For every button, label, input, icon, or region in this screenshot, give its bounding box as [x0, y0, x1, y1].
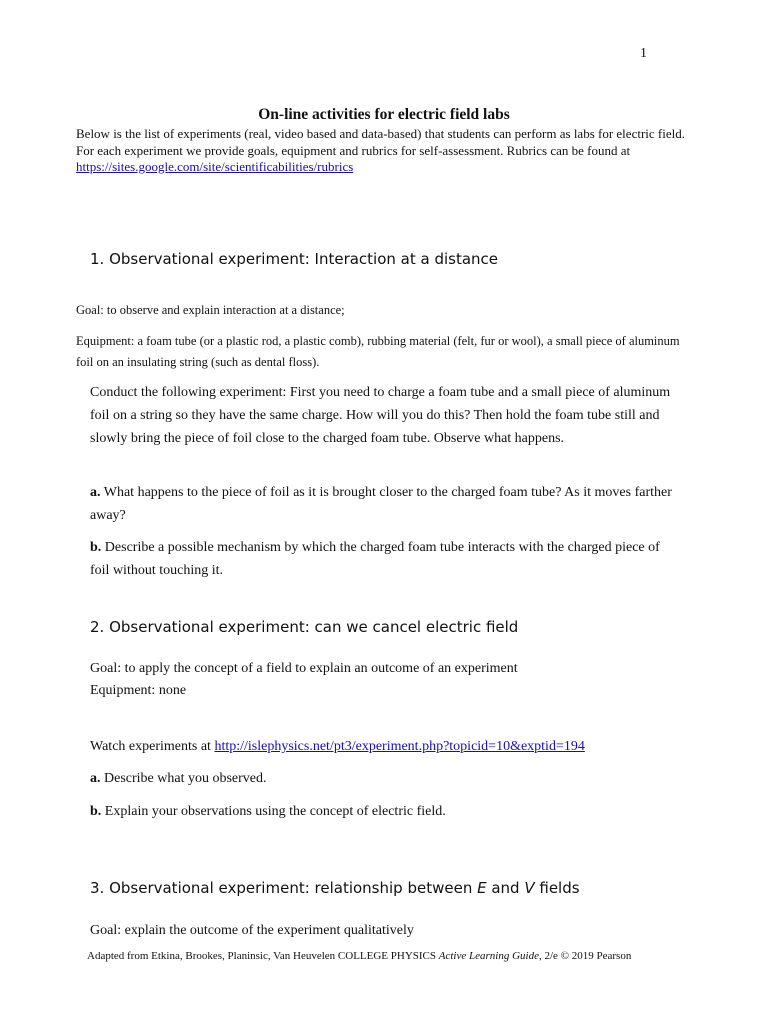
heading-text: and	[486, 879, 525, 897]
intro-paragraph	[76, 126, 696, 176]
section-2-question-b	[90, 801, 446, 823]
heading-text: fields	[534, 879, 580, 897]
section-1-instructions: Conduct the following experiment: First you need to charge a foam tube and a small piece of aluminum foil on a string so they have the same charge. How will you do this? Then hold the foam tube still and slowly bring the piece of foil close to the charged foam tube. Observe what happens.	[90, 385, 671, 446]
question-b-text: Explain your observations using the concept of electric field.	[101, 804, 446, 819]
rubrics-link[interactable]: https://sites.google.com/site/scientificabilities/rubrics	[76, 159, 354, 174]
section-1-equipment: Equipment: a foam tube (or a plastic rod, a plastic comb), rubbing material (felt, fur or wool), a small piece of aluminum foil on an insulating string (such as dental floss).	[76, 334, 680, 369]
question-b-text: Describe a possible mechanism by which the charged foam tube interacts with the charged piece of foil without touching it.	[90, 540, 660, 578]
section-1-question-a	[90, 482, 680, 528]
page-number: 1	[640, 46, 647, 61]
section-2-question-a	[90, 768, 267, 790]
section-1-heading: 1. Observational experiment: Interaction at a distance	[90, 250, 499, 268]
heading-text: 3. Observational experiment: relationship between	[90, 879, 478, 897]
section-2-equipment: Equipment: none	[90, 683, 187, 698]
section-1-question-b	[90, 537, 680, 583]
footer-text: , 2/e © 2019 Pearson	[538, 950, 632, 962]
heading-e-symbol: E	[477, 879, 487, 897]
question-a-text: What happens to the piece of foil as it is brought closer to the charged foam tube? As it moves farther away?	[90, 485, 672, 523]
heading-v-symbol: V	[524, 879, 535, 897]
section-3-heading	[90, 879, 580, 897]
question-b-label: b.	[90, 540, 102, 555]
question-b-label: b.	[90, 804, 102, 819]
footer-book-title: Active Learning Guide	[438, 950, 539, 962]
section-2-heading: 2. Observational experiment: can we cancel electric field	[90, 618, 519, 636]
section-2-watch	[90, 736, 585, 758]
question-a-label: a.	[90, 485, 101, 500]
watch-text: Watch experiments at	[90, 739, 215, 754]
intro-text: Below is the list of experiments (real, video based and data-based) that students can perform as labs for electric field. For each experiment we provide goals, equipment and rubrics for self-assessment. Rubrics can be found at	[76, 126, 685, 158]
page-title: On-line activities for electric field labs	[258, 106, 510, 123]
experiment-link[interactable]: http://islephysics.net/pt3/experiment.php?topicid=10&exptid=194	[214, 739, 585, 754]
footer	[87, 950, 631, 962]
question-a-text: Describe what you observed.	[100, 771, 267, 786]
section-1-goal: Goal: to observe and explain interaction at a distance;	[76, 303, 345, 317]
question-a-label: a.	[90, 771, 101, 786]
section-2-goal: Goal: to apply the concept of a field to explain an outcome of an experiment	[90, 661, 518, 676]
footer-text: Adapted from Etkina, Brookes, Planinsic, Van Heuvelen COLLEGE PHYSICS	[87, 950, 439, 962]
section-3-goal: Goal: explain the outcome of the experiment qualitatively	[90, 923, 414, 938]
